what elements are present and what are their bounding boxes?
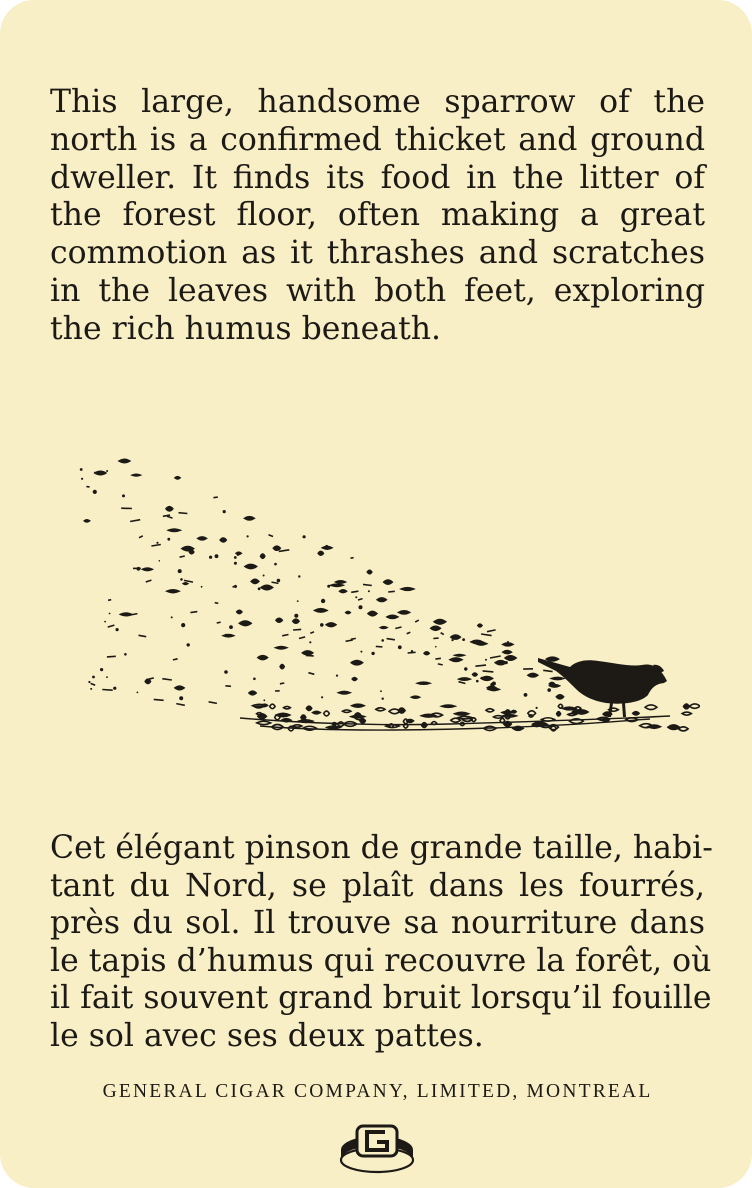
leaf-stroke (310, 632, 314, 633)
leaf-dot (81, 478, 83, 480)
leaf-stroke (179, 513, 188, 514)
leaf-stroke (108, 625, 115, 627)
ground-leaf (455, 712, 469, 715)
leaf-dot (380, 690, 382, 692)
leaf-stroke (407, 632, 411, 633)
leaf-dot (398, 645, 402, 649)
leaf-fragment (245, 564, 257, 568)
ground-leaf (258, 714, 267, 719)
leaf-fragment (451, 635, 460, 639)
leaf-stroke (395, 627, 401, 629)
leaf-fragment (166, 507, 173, 511)
leaf-dot (234, 562, 237, 565)
leaf-stroke (376, 646, 383, 647)
leaf-fragment (411, 696, 419, 698)
leaf-fragment (331, 584, 343, 586)
leaf-dot (209, 556, 212, 559)
leaf-dot (156, 542, 158, 544)
leaf-fragment (119, 459, 130, 462)
leaf-fragment (237, 610, 242, 613)
leaf-dot (180, 578, 183, 581)
leaf-fragment (495, 661, 506, 665)
leaf-dot (321, 696, 323, 698)
leaf-fragment (455, 655, 464, 657)
leaf-dot (100, 668, 103, 671)
leaf-dot (90, 688, 92, 690)
ground-leaf (458, 716, 472, 719)
leaf-stroke (346, 640, 353, 641)
leaf-stroke (184, 580, 193, 582)
leaf-stroke (108, 600, 111, 601)
leaf-stroke (490, 656, 501, 658)
leaf-dot (368, 590, 370, 592)
leaf-fragment (549, 682, 554, 685)
leaf-dot (411, 650, 413, 652)
leaf-dot (104, 621, 106, 623)
leaf-dot (359, 605, 363, 609)
leaf-fragment (346, 612, 351, 614)
leaf-dot (124, 653, 127, 656)
leaf-fragment (384, 580, 393, 584)
ground-leaf (511, 710, 516, 713)
leaf-dot (181, 623, 185, 627)
leaf-fragment (489, 688, 500, 690)
ground-leaf (284, 706, 291, 709)
leaf-dot (277, 579, 281, 583)
leaf-fragment (434, 620, 446, 624)
ground-leaf (486, 709, 494, 712)
ground-leaf (352, 704, 365, 707)
leaf-stroke (483, 671, 494, 672)
ground-leaf (679, 727, 689, 731)
ground-leaf (293, 725, 302, 727)
leaf-dot (80, 468, 83, 471)
ground-leaf (257, 721, 271, 724)
leaf-dot (435, 646, 437, 648)
leaf-dot (137, 567, 141, 571)
leaf-stroke (299, 637, 305, 639)
leaf-fragment (168, 529, 180, 531)
leaf-dot (524, 693, 528, 697)
ground-leaf (442, 705, 455, 707)
french-line: le sol avec ses deux pattes. (50, 1017, 484, 1054)
leaf-fragment (220, 538, 226, 542)
leaf-fragment (175, 686, 184, 690)
leaf-dot (247, 535, 249, 537)
english-line: dweller. It finds its food in the litter of (50, 159, 705, 196)
leaf-dot (464, 667, 467, 670)
leaf-dot (485, 659, 487, 661)
leaf-dot (92, 676, 95, 679)
english-line: north is a confirmed thicket and ground (50, 121, 705, 158)
leaf-dot (106, 676, 108, 678)
ground-leaf (306, 706, 311, 710)
leaf-dot (122, 494, 125, 497)
ground-leaf (407, 719, 414, 722)
leaf-stroke (213, 497, 217, 498)
leaf-dot (462, 638, 465, 641)
leaf-dot (371, 652, 374, 655)
ground-leaf (682, 712, 691, 715)
leaf-stroke (487, 630, 496, 632)
leaf-fragment (251, 579, 259, 583)
ground-leaf (270, 704, 275, 708)
leaf-dot (253, 678, 256, 681)
french-line: le tapis d’humus qui recouvre la forêt, où (50, 942, 712, 979)
leaf-stroke (269, 535, 274, 537)
leaf-fragment (418, 682, 430, 684)
leaf-stroke (154, 699, 164, 700)
leaf-fragment (336, 581, 346, 583)
leaf-dot (167, 538, 170, 541)
leaf-fragment (261, 585, 273, 589)
leaf-fragment (459, 678, 470, 680)
leaf-stroke (173, 659, 178, 660)
leaf-dot (109, 613, 111, 615)
sparrow-illustration (70, 435, 700, 755)
leaf-dot (355, 596, 357, 598)
leaf-fragment (245, 517, 255, 520)
leaf-fragment (505, 656, 516, 660)
ground-leaf (503, 715, 516, 717)
leaf-dot (297, 600, 299, 602)
ground-leaf (324, 711, 330, 716)
ground-leaf (645, 705, 657, 710)
ground-leaf (398, 708, 405, 713)
leaf-fragment (368, 611, 377, 615)
leaf-fragment (387, 615, 398, 618)
leaf-fragment (340, 590, 347, 593)
french-line: tant du Nord, se plaît dans les fourrés, (50, 867, 705, 904)
ground-leaf (276, 713, 290, 717)
leaf-fragment (528, 673, 538, 677)
leaf-stroke (102, 690, 112, 691)
french-line: il fait souvent grand bruit lorsqu’il fouille (50, 980, 712, 1017)
leaf-fragment (84, 520, 89, 522)
leaf-fragment (478, 624, 482, 627)
ground-leaf (690, 704, 701, 708)
leaf-fragment (377, 598, 386, 602)
ground-leaf (633, 712, 639, 715)
ground-leaf (684, 704, 690, 709)
leaf-fragment (552, 677, 564, 679)
leaf-stroke (209, 702, 217, 704)
leaf-dot (298, 575, 300, 577)
ground-leaf (558, 704, 562, 708)
leaf-dot (179, 696, 183, 700)
leaf-fragment (167, 590, 179, 593)
leaf-stroke (415, 620, 419, 622)
leaf-dot (187, 643, 190, 646)
leaf-fragment (399, 611, 410, 614)
leaf-dot (201, 586, 203, 588)
leaf-fragment (280, 665, 284, 669)
leaf-fragment (401, 588, 413, 591)
leaf-fragment (503, 651, 512, 654)
leaf-fragment (431, 626, 441, 630)
leaf-fragment (293, 619, 299, 623)
leaf-dot (113, 687, 116, 690)
leaf-stroke (176, 704, 185, 706)
leaf-stroke (180, 556, 185, 557)
leaf-dot (258, 587, 261, 590)
company-footer: GENERAL CIGAR COMPANY, LIMITED, MONTREAL (102, 1081, 653, 1102)
leaf-dot (229, 625, 233, 629)
leaf-dot (263, 699, 265, 701)
leaf-dot (178, 569, 182, 573)
leaf-fragment (380, 627, 387, 629)
leaf-fragment (473, 673, 478, 676)
leaf-dot (93, 490, 97, 494)
english-line: commotion as it thrashes and scratches (50, 235, 705, 272)
leaf-fragment (556, 695, 563, 699)
leaf-stroke (351, 638, 356, 639)
ground-leaf (376, 708, 385, 711)
ground-leaf (575, 707, 581, 710)
leaf-stroke (358, 599, 363, 600)
leaf-dot (303, 535, 306, 538)
english-line: This large, handsome sparrow of the (50, 84, 705, 120)
ground-leaf (355, 713, 360, 716)
leaf-dot (263, 575, 265, 577)
leaf-stroke (217, 622, 221, 623)
leaf-stroke (438, 664, 443, 665)
leaf-stroke (408, 652, 416, 653)
leaf-fragment (318, 551, 323, 555)
ground-leaf (421, 714, 435, 717)
leaf-dot (106, 470, 108, 472)
ground-leaf (327, 726, 340, 729)
english-description (50, 84, 705, 349)
leaf-stroke (130, 520, 140, 522)
leaf-fragment (338, 691, 350, 694)
english-line: the forest floor, often making a great (50, 197, 705, 234)
leaf-fragment (273, 546, 280, 550)
leaf-dot (336, 675, 338, 677)
leaf-stroke (293, 629, 301, 630)
leaf-stroke (459, 682, 466, 684)
leaf-stroke (282, 635, 288, 636)
leaf-dot (382, 698, 384, 700)
leaf-fragment (145, 679, 150, 683)
leaf-stroke (190, 612, 197, 613)
leaf-stroke (162, 679, 172, 680)
leaf-stroke (167, 516, 173, 518)
leaf-fragment (182, 547, 194, 551)
leaf-stroke (139, 635, 147, 636)
leaf-dot (274, 563, 277, 566)
leaf-dot (137, 692, 139, 694)
leaf-fragment (183, 583, 188, 585)
leaf-stroke (146, 580, 152, 582)
leaf-fragment (450, 658, 462, 662)
ground-leaf (557, 712, 561, 716)
ground-leaf (343, 710, 351, 713)
leaf-stroke (388, 591, 395, 592)
leaf-dot (309, 641, 311, 643)
leaf-stroke (280, 683, 284, 684)
leaf-fragment (198, 537, 207, 540)
leaf-fragment (315, 609, 327, 612)
leaf-dot (490, 683, 494, 687)
leaf-stroke (475, 665, 486, 666)
leaf-stroke (441, 633, 444, 635)
leaf-dot (321, 599, 325, 603)
leaf-fragment (261, 554, 265, 558)
leaf-fragment (236, 552, 241, 554)
leaf-stroke (351, 591, 358, 592)
leaf-stroke (107, 656, 116, 657)
leaf-fragment (546, 657, 558, 661)
french-line: Cet élégant pinson de grande taille, habi- (50, 830, 713, 866)
leaf-dot (294, 614, 298, 618)
leaf-fragment (121, 613, 132, 616)
leaf-dot (381, 639, 384, 642)
leaf-fragment (239, 621, 251, 625)
leaf-dot (536, 707, 538, 709)
ground-leaf (451, 718, 461, 722)
leaf-fragment (223, 635, 234, 637)
leaf-dot (476, 680, 479, 683)
leaf-fragment (322, 546, 332, 549)
leaf-dot (223, 510, 226, 513)
leaf-dot (224, 670, 228, 674)
leaf-stroke (279, 550, 290, 552)
leaf-dot (547, 688, 551, 692)
leaf-stroke (351, 558, 354, 559)
leaf-fragment (95, 471, 106, 475)
leaf-fragment (258, 656, 268, 660)
leaf-dot (451, 639, 453, 641)
leaf-stroke (308, 673, 314, 675)
leaf-fragment (326, 623, 336, 627)
leaf-dot (507, 641, 509, 643)
leaf-stroke (387, 639, 395, 640)
leaf-dot (171, 616, 173, 618)
leaf-fragment (503, 643, 513, 646)
leaf-dot (159, 560, 161, 562)
leaf-stroke (363, 584, 372, 585)
leaf-dot (234, 556, 237, 559)
french-line: près du sol. Il trouve sa nourriture dans (50, 905, 705, 942)
leaf-stroke (435, 658, 441, 659)
leaf-fragment (276, 647, 287, 649)
leaf-stroke (151, 545, 160, 547)
leaf-fragment (276, 618, 282, 622)
leaf-dot (116, 628, 119, 631)
leaf-stroke (543, 670, 552, 671)
leaf-stroke (215, 603, 219, 604)
leaf-dot (360, 651, 362, 653)
ground-leaf (313, 711, 321, 714)
leaf-dot (320, 623, 324, 627)
leaf-dot (88, 681, 90, 683)
leaf-stroke (272, 582, 279, 583)
leaf-fragment (471, 640, 483, 643)
leaf-fragment (175, 477, 180, 479)
leaf-fragment (352, 678, 357, 681)
leaf-fragment (351, 661, 362, 665)
leaf-fragment (481, 677, 492, 681)
leaf-fragment (424, 652, 429, 655)
leaf-fragment (302, 651, 312, 655)
leaf-stroke (91, 683, 96, 685)
leaf-fragment (143, 568, 153, 571)
leaf-fragment (249, 691, 256, 695)
leaf-dot (215, 554, 219, 558)
french-description (50, 830, 713, 1056)
general-cigar-company-logo-icon (337, 1120, 417, 1176)
leaf-stroke (139, 536, 143, 538)
leaf-stroke (225, 686, 231, 687)
leaf-fragment (367, 570, 372, 574)
english-line: in the leaves with both feet, exploring (50, 272, 705, 309)
leaf-fragment (132, 474, 140, 476)
english-line: the rich humus beneath. (50, 310, 442, 347)
leaf-stroke (481, 634, 492, 636)
